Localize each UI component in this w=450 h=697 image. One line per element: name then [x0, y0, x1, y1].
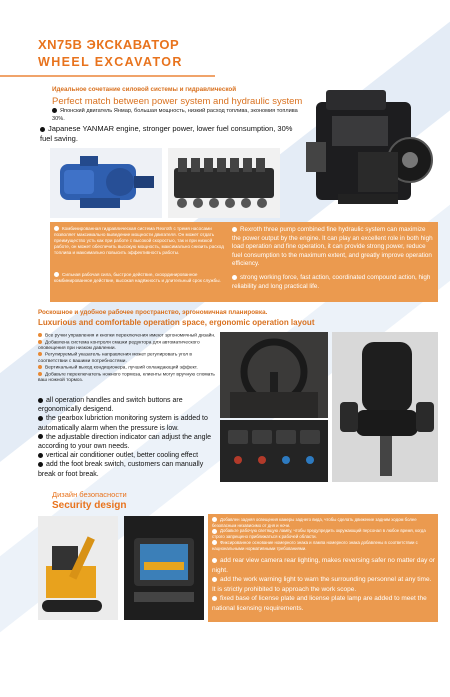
bullet-icon [38, 340, 42, 344]
comfort-en-3: vertical air conditioner outlet, better cooling effect [46, 452, 199, 460]
security-cn-1: Добавьте рабочую светящую лампу, чтобы предупредить окружающий персонал в любое время, когда строго запрещено приближаться к рабочей области. [212, 528, 426, 540]
box-cn-1: Комбинированная гидравлическая система Rexroth с тремя насосами позволяет максимально выведение мощности двигателя. Он может отдать преимущество усть как при работе с высокой скоростью, так и при низкой работе, он может обеспечить высокую мощность, максимально снизить расход топлива и максимально повысить эффективность работы. [54, 226, 224, 255]
bullet-icon [40, 127, 45, 132]
box-en-1: Rexroth three pump combined fine hydraulic system can maximize the power output by the engine. It can play an excellent role in both high load operation and fine operation, it can provide strong power, reduce fuel consumption to the maximum extent, and greatly improve operation efficiency. [232, 226, 433, 268]
security-info-box [208, 514, 438, 622]
security-cn-2: Фиксированное основание номерного знака и лампа номерного знака добавлены в соответствии с национальными нормативными требованиями. [212, 539, 418, 551]
comfort-item-en [38, 451, 218, 460]
comfort-heading-en: Luxurious and comfortable operation space, ergonomic operation layout [38, 318, 315, 327]
comfort-cn-4: Добавьте переключатель ножного тормоза, клиенты могут вручную сломать ваш ножной тормоз. [38, 372, 215, 384]
security-heading-en: Security design [52, 500, 127, 511]
hydraulic-text-en-2 [232, 274, 434, 291]
hydraulic-text-cn-2 [54, 272, 226, 284]
engine-cn: Японский двигатель Янмар, большая мощность, низкий расход топлива, экономия топлива 30%. [52, 108, 298, 122]
comfort-list-en [38, 396, 218, 479]
bullet-icon [38, 372, 42, 376]
bullet-icon [212, 558, 217, 563]
security-item-cn [212, 517, 434, 528]
comfort-item-en [38, 433, 218, 451]
comfort-heading-cn: Роскошное и удобное рабочее пространство, эргономичная планировка. [38, 309, 268, 316]
security-item-en [212, 575, 436, 594]
bullet-icon [212, 517, 217, 522]
bullet-icon [38, 352, 42, 356]
bullet-icon [212, 540, 217, 545]
engine-photo [298, 82, 438, 218]
box-en-2: strong working force, fast action, coordinated compound action, high reliability and long practical life. [232, 274, 431, 290]
engine-text-cn [52, 108, 304, 123]
bullet-icon [232, 227, 237, 232]
bullet-icon [38, 462, 43, 467]
bullet-icon [38, 453, 43, 458]
comfort-cn-3: Вертикальный выход кондиционера, лучший охлаждающий эффект. [45, 365, 198, 371]
comfort-en-1: the gearbox lubriction monitoring system is added to automatically alarm when the pressure is low. [38, 415, 208, 432]
security-item-en [212, 594, 436, 613]
security-item-en [212, 556, 436, 575]
power-heading-cn: Идеальное сочетание силовой системы и гидравлической [52, 86, 237, 93]
box-cn-2: Сильная рабочая сила, быстрое действие, скоординированное комбинированное действие, высокая надёжность и длительный срок службы. [54, 272, 221, 283]
bullet-icon [38, 416, 43, 421]
security-item-cn [212, 528, 434, 539]
bullet-icon [232, 275, 237, 280]
power-heading-en: Perfect match between power system and hydraulic system [52, 96, 303, 107]
security-item-cn [212, 540, 434, 551]
comfort-item-cn [38, 365, 218, 372]
comfort-en-0: all operation handles and switch buttons are ergonomically desigend. [38, 397, 183, 414]
bullet-icon [212, 529, 217, 534]
comfort-cn-2: Регулируемый указатель направления может регулировать угол в соответствии с вашими потребностями. [38, 352, 192, 364]
excavator-photo [38, 516, 118, 620]
bullet-icon [52, 108, 57, 113]
comfort-item-cn [38, 340, 218, 353]
security-cn-0: Добавлен задняя освещения камеры заднего вида, чтобы сделать движение задним ходом более безопасным независимо от дня и ночи. [212, 517, 417, 528]
cab-interior-photo [220, 332, 328, 418]
engine-text-en [40, 124, 305, 144]
comfort-item-cn [38, 372, 218, 385]
title-divider [0, 75, 215, 77]
page-title-cn: XN75B ЭКСКАВАТОР [38, 37, 180, 52]
comfort-item-cn [38, 352, 218, 365]
comfort-item-cn [38, 333, 218, 340]
hydraulic-text-cn-1 [54, 226, 226, 256]
comfort-cn-1: Добавлена система контроля смазки редуктора для автоматического оповещения при низком давлении. [38, 339, 200, 352]
control-panel-photo [220, 420, 328, 482]
hydraulic-info-box [50, 222, 438, 302]
comfort-item-en [38, 460, 218, 478]
bullet-icon [38, 398, 43, 403]
security-list-en [212, 556, 436, 614]
bullet-icon [38, 333, 42, 337]
bullet-icon [54, 226, 59, 231]
comfort-list-cn [38, 333, 218, 385]
comfort-item-en [38, 396, 218, 414]
security-en-1: add the work warning light to warn the surrounding personnel at any time. It is strictly prohibited to approach the work scope. [212, 576, 432, 593]
bullet-icon [212, 596, 217, 601]
security-en-2: fixed base of license plate and license plate lamp are added to meet the national licensing requirements. [212, 595, 427, 612]
comfort-en-2: the adjustable direction indicator can adjust the angle according to your own needs. [38, 433, 211, 451]
page-title-en: WHEEL EXCAVATOR [38, 55, 183, 69]
security-en-0: add rear view camera rear lighting, makes reversing safer no matter day or night. [212, 557, 435, 574]
comfort-en-4: add the foot break switch, customers can manually break or foot break. [38, 461, 204, 478]
bullet-icon [54, 272, 59, 277]
bullet-icon [38, 434, 43, 439]
monitor-photo [124, 516, 204, 620]
comfort-item-en [38, 414, 218, 432]
valve-block-photo [168, 148, 280, 218]
engine-en: Japanese YANMAR engine, stronger power, lower fuel consumption, 30% fuel saving. [40, 124, 293, 143]
security-list-cn [212, 517, 434, 551]
bullet-icon [212, 577, 217, 582]
hydraulic-text-en-1 [232, 226, 434, 269]
hydraulic-pump-photo [50, 148, 162, 218]
seat-photo [332, 332, 438, 482]
comfort-cn-0: Все ручки управления и кнопки переключения имеют эргономичный дизайн. [45, 333, 216, 339]
security-heading-cn: Дизайн безопасности [52, 490, 127, 499]
bullet-icon [38, 365, 42, 369]
